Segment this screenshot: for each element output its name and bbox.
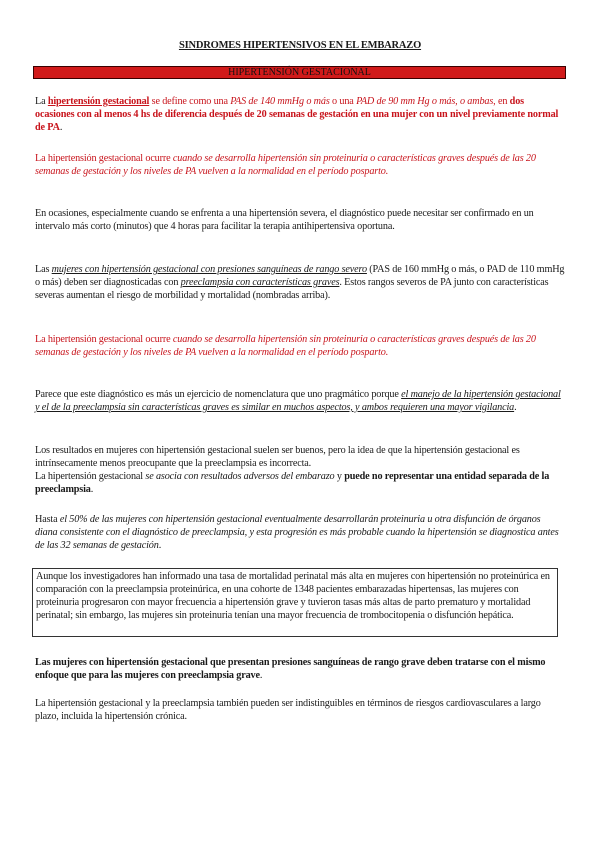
paragraph-severe-treatment: Las mujeres con hipertensión gestacional que presentan presiones sanguíneas de rango grave deben tratarse con el mismo enfoque que para las mujeres con preeclampsia grave. (35, 657, 546, 681)
paragraph-occurrence: La hipertensión gestacional ocurre cuando se desarrolla hipertensión sin proteinuria o características graves después de las 20 semanas de gestación y los niveles de PA vuelven a la normalidad en el período posparto. (35, 153, 536, 177)
term-gestational-hypertension: hipertensión gestacional (47, 96, 150, 107)
paragraph-diagnosis-interval: En ocasiones, especialmente cuando se enfrenta a una hipertensión severa, el diagnóstico puede necesitar ser confirmado en un intervalo más corto (minutos) que 4 horas para facilitar la terapia antihipertensiva oportuna. (35, 208, 534, 232)
paragraph-definition: La hipertensión gestacional se define como una PAS de 140 mmHg o más o una PAD de 90 mm Hg o más, o ambas, en dos ocasiones con al menos 4 hs de diferencia después de 20 semanas de gestación en una mujer con un nivel previamente normal de PA. (35, 96, 559, 133)
paragraph-outcomes: Los resultados en mujeres con hipertensión gestacional suelen ser buenos, pero la idea de que la hipertensión gestacional es intrínsecamente menos preocupante que la preeclampsia es incorrecta. La hipertensión gestacional se asocia con resultados adversos del embarazo y puede no representar una entidad separada de la preeclampsia. (35, 445, 550, 495)
section-banner: HIPERTENSIÓN GESTACIONAL (33, 66, 566, 79)
paragraph-cardiovascular-risk: La hipertensión gestacional y la preeclampsia también pueden ser indistinguibles en términos de riesgos cardiovasculares a largo plazo, incluida la hipertensión crónica. (35, 698, 541, 722)
paragraph-progression: Hasta el 50% de las mujeres con hipertensión gestacional eventualmente desarrollarán proteinuria u otra disfunción de órganos diana consistente con el diagnóstico de preeclampsia, y esta progresión es más probable cuando la hipertensión se diagnostica antes de las 32 semanas de gestación. (35, 514, 559, 551)
paragraph-occurrence-repeat: La hipertensión gestacional ocurre cuando se desarrolla hipertensión sin proteinuria o características graves después de las 20 semanas de gestación y los niveles de PA vuelven a la normalidad en el período posparto. (35, 334, 536, 358)
paragraph-nomenclature: Parece que este diagnóstico es más un ejercicio de nomenclatura que uno pragmático porque el manejo de la hipertensión gestacional y el de la preeclampsia sin características graves es similar en muchos aspectos, y ambos requieren una mayor vigilancia. (35, 389, 561, 413)
paragraph-severe-range: Las mujeres con hipertensión gestacional con presiones sanguíneas de rango severo (PAS de 160 mmHg o más, o PAD de 110 mmHg o más) deben ser diagnosticadas con preeclampsia con características graves. Estos rangos severos de PA junto con características severas aumentan el riesgo de morbilidad y mortalidad (nombradas arriba). (35, 264, 565, 301)
document-title: SINDROMES HIPERTENSIVOS EN EL EMBARAZO (178, 40, 422, 51)
paragraph-mortality-note: Aunque los investigadores han informado una tasa de mortalidad perinatal más alta en mujeres con hipertensión no proteinúrica en comparación con la preeclampsia proteinúrica, en una cohorte de 1348 pacientes embarazadas hipertensas, las mujeres con proteinuria progresaron con mayor frecuencia a hipertensión grave y tuvieron tasas más altas de parto prematuro y mortalidad perinatal; sin embargo, las mujeres sin proteinuria tenían una mayor frecuencia de trombocitopenia o disfunción hepática. (36, 571, 550, 621)
